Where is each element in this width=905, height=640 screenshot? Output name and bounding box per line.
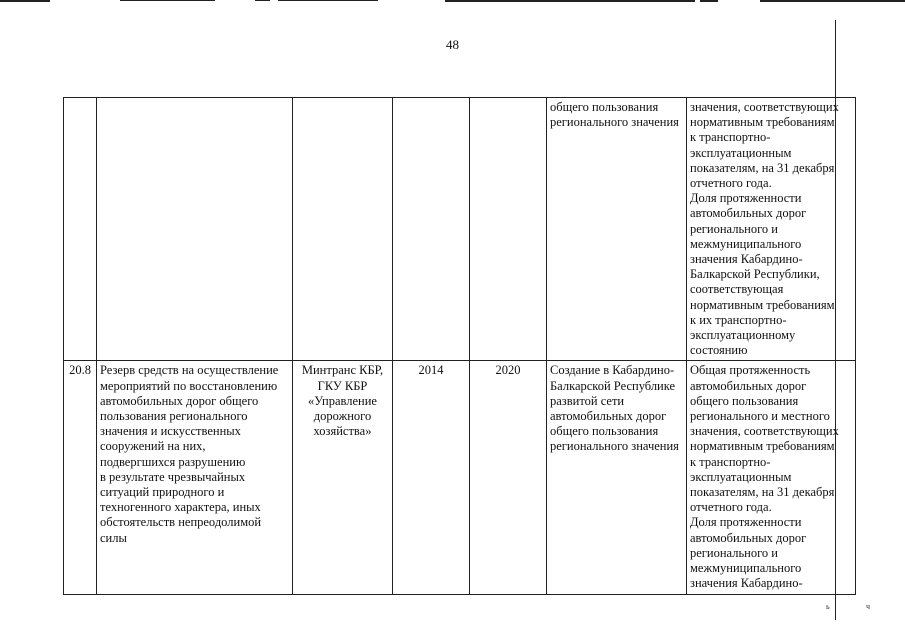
scan-artifact-line xyxy=(0,0,50,2)
executor-cell: Минтранс КБР, ГКУ КБР «Управление дорожного хозяйства» xyxy=(293,361,393,595)
end-year-cell xyxy=(470,98,547,361)
scan-artifact-line xyxy=(700,0,718,2)
start-year-cell xyxy=(393,98,470,361)
row-number-cell: 20.8 xyxy=(64,361,97,595)
scan-artifact-line xyxy=(445,0,695,2)
indicator-cell: значения, соответствующих нормативным требованиям к транспортно- эксплуатационным показателям, на 31 декабря отчетного года. Доля протяженности автомобильных дорог регионального и межмуниципального значения Кабардино- Балкарской Республики, соответствующая нормативным требованиям к их транспортно- эксплуатационному состоянию xyxy=(687,98,856,361)
description-cell: Резерв средств на осуществление мероприятий по восстановлению автомобильных дорог общего пользования регионального значения и искусственных сооружений на них, подвергшихся разрушению в результате чрезвычайных ситуаций природного и техногенного характера, иных обстоятельств непреодолимой силы xyxy=(97,361,293,595)
start-year-cell: 2014 xyxy=(393,361,470,595)
indicator-cell: Общая протяженность автомобильных дорог общего пользования регионального и местного значения, соответствующих нормативным требованиям к транспортно- эксплуатационным показателям, на 31 декабря отчетного года. Доля протяженности автомобильных дорог регионального и межмуниципального значения Кабардино- xyxy=(687,361,856,595)
result-cell: общего пользования регионального значения xyxy=(547,98,687,361)
scan-artifact-line xyxy=(255,0,270,1)
table-row xyxy=(64,98,856,361)
scan-artifact-line xyxy=(120,0,215,1)
scan-artifact-line xyxy=(760,0,905,2)
description-cell xyxy=(97,98,293,361)
row-number-cell xyxy=(64,98,97,361)
program-table xyxy=(63,97,856,595)
result-cell: Создание в Кабардино- Балкарской Республике развитой сети автомобильных дорог общего пользования регионального значения xyxy=(547,361,687,595)
scan-mark-left: ь xyxy=(826,602,830,611)
executor-cell xyxy=(293,98,393,361)
end-year-cell: 2020 xyxy=(470,361,547,595)
page-number: 48 xyxy=(446,37,459,52)
table-row xyxy=(64,361,856,595)
scan-mark-right: ч xyxy=(866,602,871,611)
scan-artifact-line xyxy=(278,0,378,1)
